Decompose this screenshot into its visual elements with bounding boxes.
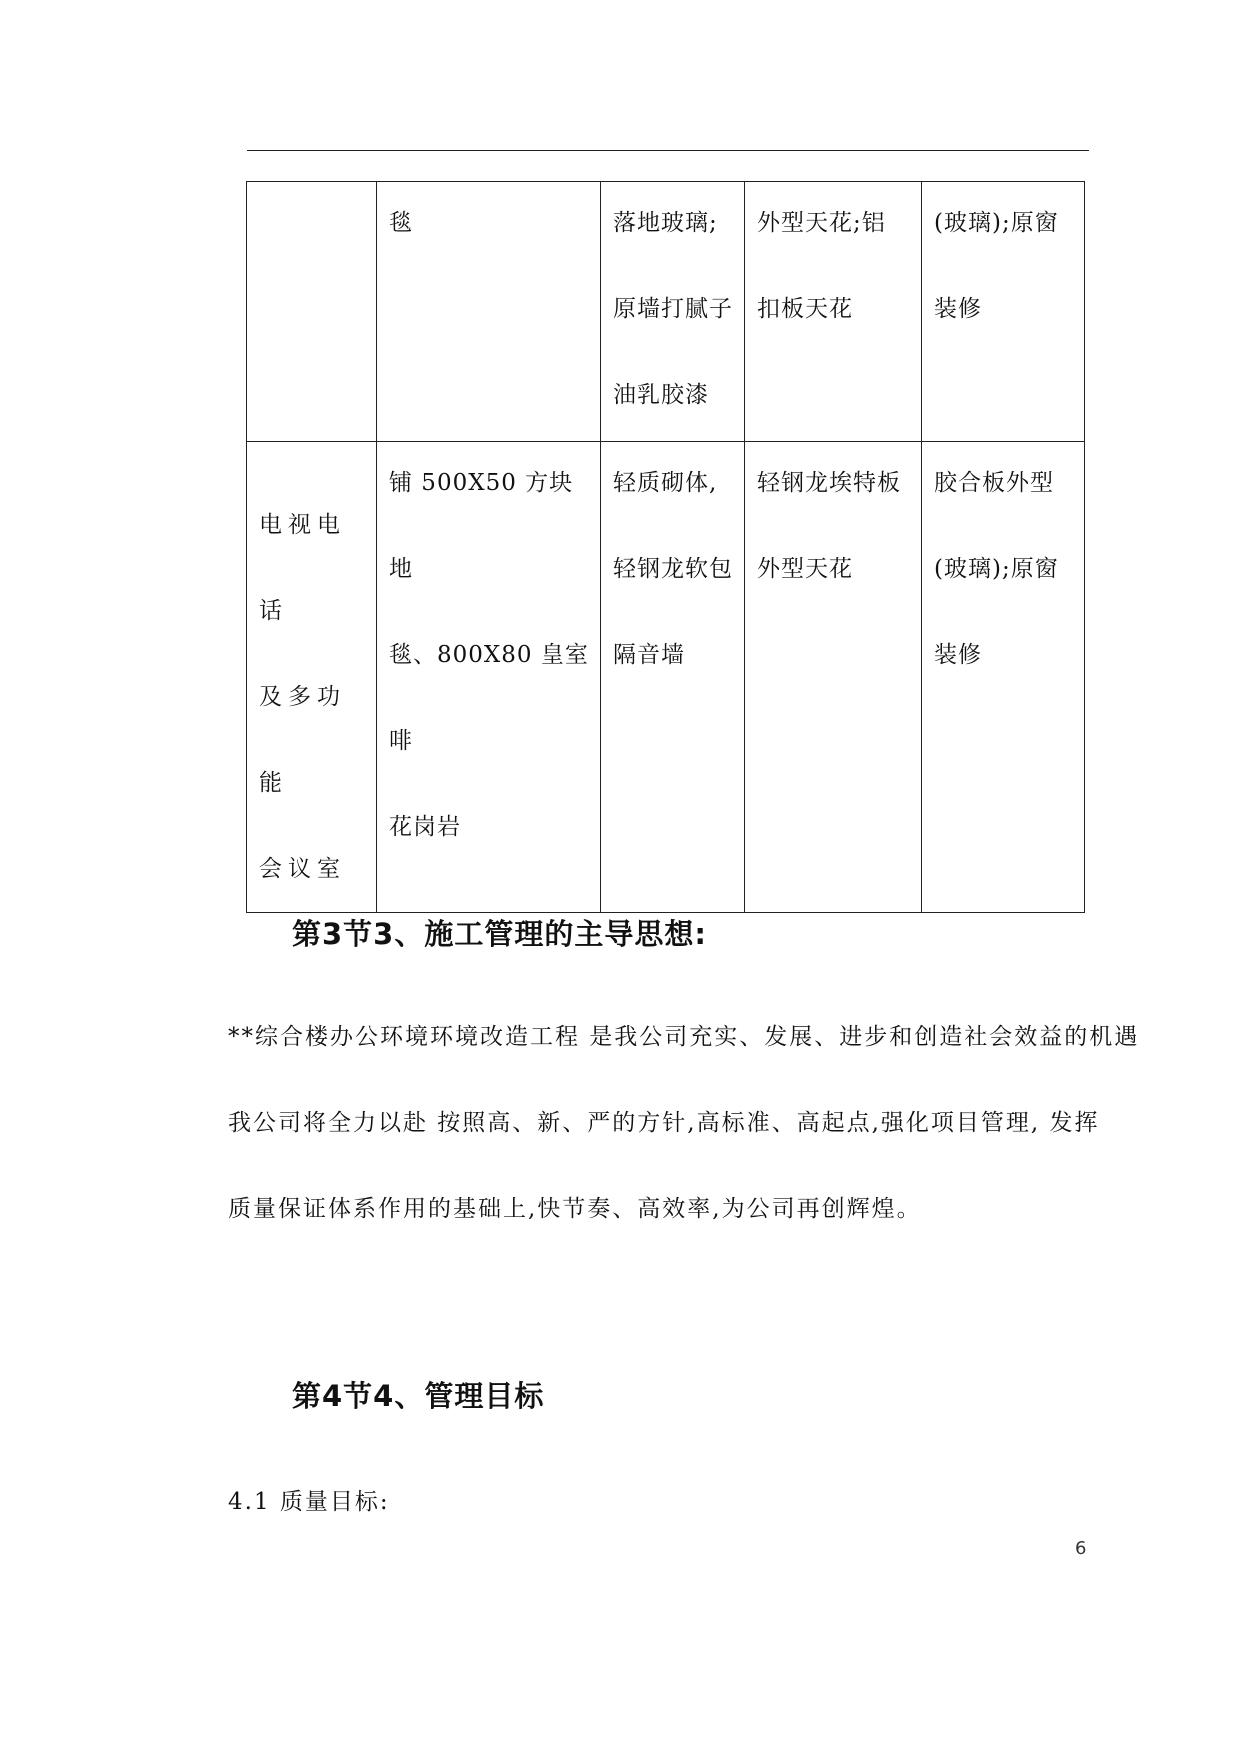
table-cell: 轻质砌体, 轻钢龙软包 隔音墙 <box>601 442 745 913</box>
table-cell: 电视电话 及多功能 会议室 <box>247 442 377 913</box>
table-row <box>247 182 1085 442</box>
quality-target-subheading: 4.1 质量目标: <box>228 1489 390 1515</box>
materials-table <box>246 181 1085 913</box>
table-cell: 落地玻璃; 原墙打腻子 油乳胶漆 <box>601 182 745 442</box>
table-cell: (玻璃);原窗 装修 <box>922 182 1085 442</box>
section-4-heading: 第4节4、管理目标 <box>292 1379 545 1413</box>
table-row <box>247 442 1085 913</box>
section-3-paragraph-line: 质量保证体系作用的基础上,快节奏、高效率,为公司再创辉煌。 <box>228 1196 922 1222</box>
header-rule <box>247 150 1089 151</box>
page-number: 6 <box>1075 1538 1087 1559</box>
section-3-paragraph-line: **综合楼办公环境环境改造工程 是我公司充实、发展、进步和创造社会效益的机遇 <box>228 1024 1140 1050</box>
table-cell: 外型天花;铝 扣板天花 <box>745 182 922 442</box>
section-3-paragraph-line: 我公司将全力以赴 按照高、新、严的方针,高标准、高起点,强化项目管理, 发挥 <box>228 1110 1100 1136</box>
table-cell: 轻钢龙埃特板 外型天花 <box>745 442 922 913</box>
table-cell: 胶合板外型 (玻璃);原窗 装修 <box>922 442 1085 913</box>
section-3-heading: 第3节3、施工管理的主导思想: <box>292 917 707 951</box>
table-cell <box>247 182 377 442</box>
table-cell: 铺 500X50 方块地 毯、800X80 皇室啡 花岗岩 <box>377 442 601 913</box>
table-cell: 毯 <box>377 182 601 442</box>
